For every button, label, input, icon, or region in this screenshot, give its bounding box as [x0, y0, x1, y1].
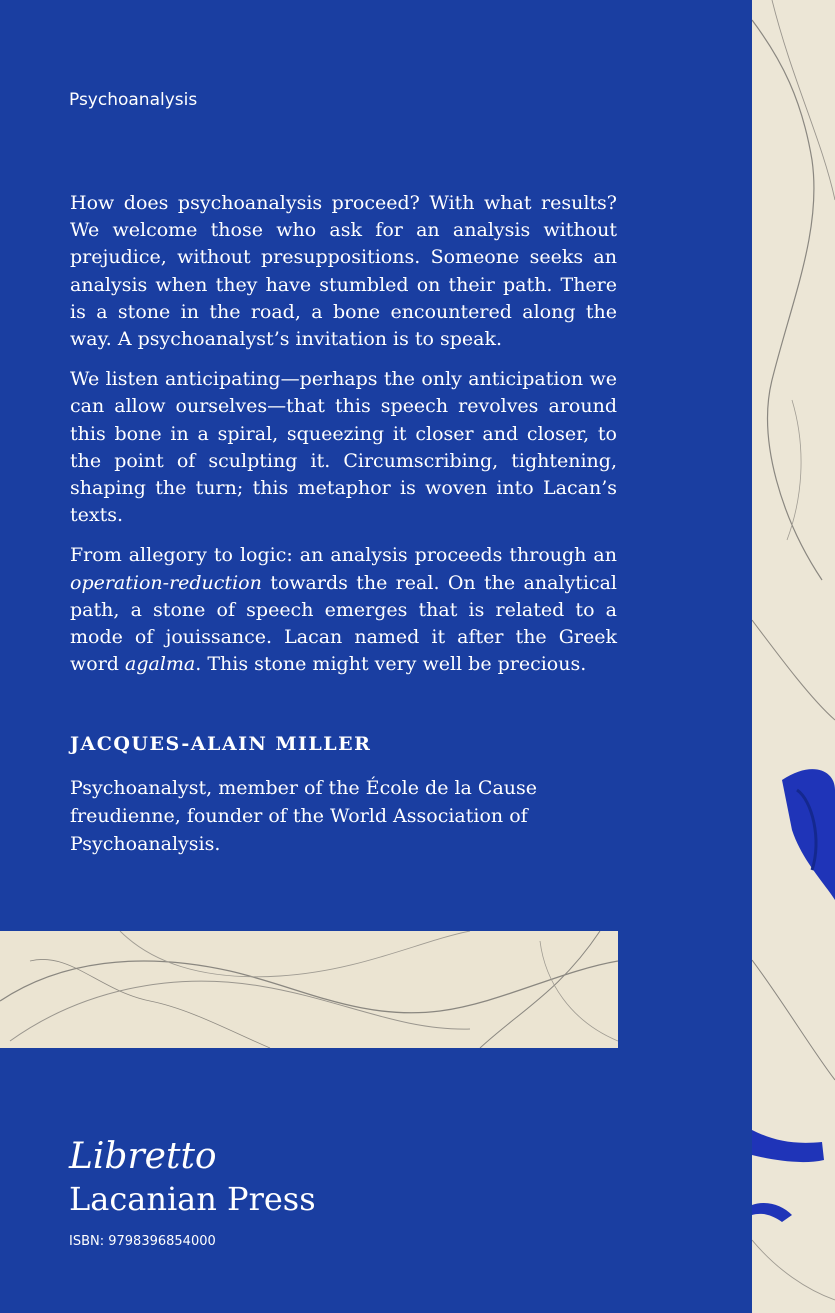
- blurb-text: towards the real. On the analytical path, a stone of speech emerges that is related to a mode of jouissance. Lacan named it after the Greek word: [70, 571, 617, 676]
- blurb-emphasis: operation-reduction: [70, 571, 262, 594]
- artwork-strip-image: [752, 0, 835, 1313]
- author-name: JACQUES-ALAIN MILLER: [70, 733, 372, 755]
- isbn-label: ISBN: 9798396854000: [69, 1234, 216, 1249]
- blurb-text: From allegory to logic: an analysis proceeds through an: [70, 544, 617, 567]
- category-label: Psychoanalysis: [69, 90, 198, 110]
- publisher-name: Lacanian Press: [69, 1180, 316, 1218]
- blurb-paragraph-2: We listen anticipating—perhaps the only anticipation we can allow ourselves—that this speech revolves around this bone in a spiral, squeezing it closer and closer, to the point of sculpting it. Circumscribing, tightening, shaping the turn; this metaphor is woven into Lacan’s texts.: [70, 368, 617, 527]
- blurb-paragraph-3: [70, 542, 617, 678]
- blurb: [70, 190, 617, 691]
- blurb-emphasis: agalma: [125, 653, 196, 676]
- pencil-sketch-graphic: [0, 931, 618, 1048]
- blurb-paragraph-1: How does psychoanalysis proceed? With what results? We welcome those who ask for an analysis without prejudice, without presuppositions. Someone seeks an analysis when they have stumbled on their path. There is a stone in the road, a bone encountered along the way. A psychoanalyst’s invitation is to speak.: [70, 192, 617, 351]
- author-bio: Psychoanalyst, member of the École de la Cause freudienne, founder of the World Association of Psychoanalysis.: [70, 777, 538, 855]
- artwork-band-image: [0, 931, 618, 1048]
- blurb-text: . This stone might very well be precious.: [195, 653, 587, 676]
- series-title: Libretto: [69, 1136, 217, 1177]
- painting-graphic: [752, 0, 835, 1313]
